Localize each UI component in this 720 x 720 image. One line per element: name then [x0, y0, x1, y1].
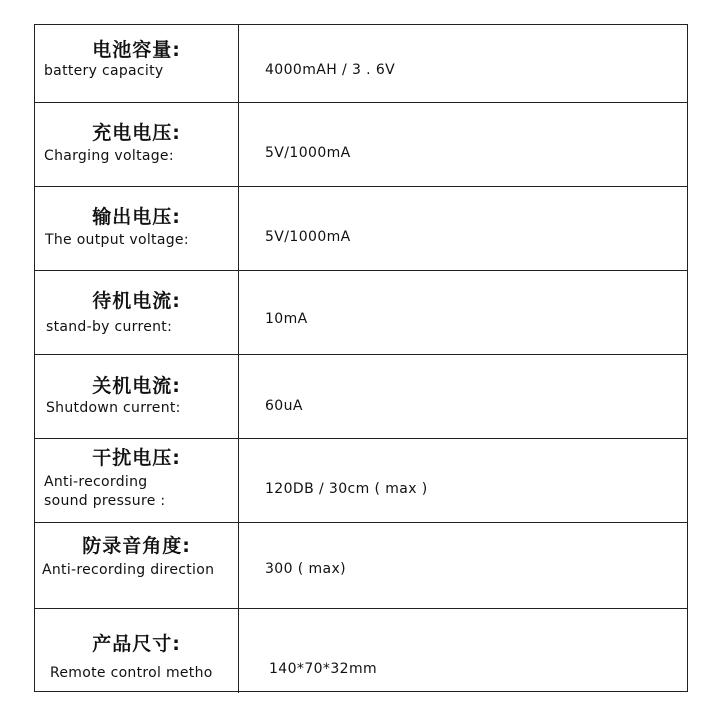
- label-cell: [35, 523, 239, 608]
- spec-table: [34, 24, 688, 692]
- spec-row-standby-current: [35, 271, 687, 355]
- label-en: Charging voltage:: [44, 148, 174, 164]
- label-en: Shutdown current:: [46, 400, 181, 416]
- value-cell: [239, 271, 687, 354]
- label-cn: 干扰电压:: [92, 447, 181, 469]
- label-en: battery capacity: [44, 63, 164, 79]
- spec-value: 10mA: [265, 311, 308, 327]
- label-en: The output voltage:: [45, 232, 189, 248]
- value-cell: [239, 439, 687, 522]
- label-cn: 关机电流:: [92, 375, 181, 397]
- label-en: stand-by current:: [46, 319, 173, 335]
- spec-value: 5V/1000mA: [265, 145, 351, 161]
- spec-value: 5V/1000mA: [265, 229, 351, 245]
- label-cell: [35, 271, 239, 354]
- label-cn: 产品尺寸:: [92, 633, 181, 655]
- label-en: Remote control metho: [50, 665, 213, 681]
- label-cn: 电池容量:: [92, 39, 181, 61]
- label-cn: 充电电压:: [92, 122, 181, 144]
- spec-row-output-voltage: [35, 187, 687, 271]
- spec-row-anti-recording-direction: [35, 523, 687, 609]
- label-cell: [35, 355, 239, 438]
- label-cn: 防录音角度:: [82, 535, 191, 557]
- value-cell: [239, 103, 687, 186]
- value-cell: [239, 355, 687, 438]
- label-cell: [35, 439, 239, 522]
- value-cell: [239, 609, 687, 693]
- spec-value: 300 ( max): [265, 561, 347, 577]
- spec-row-battery-capacity: [35, 25, 687, 103]
- label-en: Anti-recording sound pressure :: [44, 474, 166, 509]
- spec-value: 60uA: [265, 398, 303, 414]
- value-cell: [239, 25, 687, 102]
- spec-value: 4000mAH / 3 . 6V: [265, 62, 396, 78]
- value-cell: [239, 187, 687, 270]
- spec-row-shutdown-current: [35, 355, 687, 439]
- label-cell: [35, 103, 239, 186]
- label-cell: [35, 25, 239, 102]
- label-en: Anti-recording direction: [42, 562, 215, 578]
- label-cn: 输出电压:: [92, 206, 181, 228]
- label-cell: [35, 609, 239, 693]
- spec-row-interference-voltage: [35, 439, 687, 523]
- spec-value: 140*70*32mm: [269, 661, 378, 677]
- label-cell: [35, 187, 239, 270]
- label-cn: 待机电流:: [92, 290, 181, 312]
- value-cell: [239, 523, 687, 608]
- spec-row-charging-voltage: [35, 103, 687, 187]
- spec-row-product-size: [35, 609, 687, 693]
- spec-value: 120DB / 30cm ( max ): [265, 481, 428, 497]
